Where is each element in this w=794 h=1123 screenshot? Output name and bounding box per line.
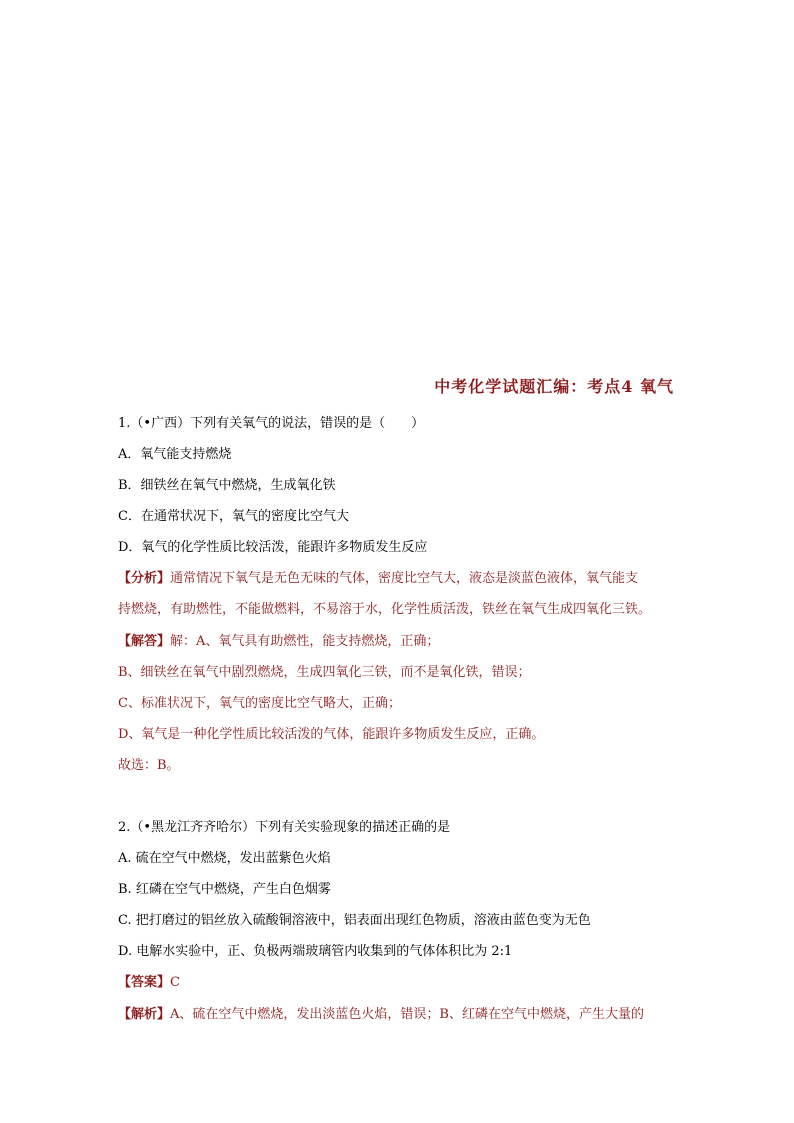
page-title: 中考化学试题汇编：考点4 氧气 [434, 377, 674, 396]
q1-answer-line2: B、细铁丝在氧气中剧烈燃烧，生成四氧化三铁，而不是氧化铁，错误； [118, 665, 531, 680]
q1-analysis-line2: 持燃烧，有助燃性，不能做燃料，不易溶于水，化学性质活泼，铁丝在氧气生成四氧化三铁。 [118, 602, 652, 617]
q1-choice: 故选：B。 [118, 758, 180, 773]
q1-option-d: D．氧气的化学性质比较活泼，能跟许多物质发生反应 [118, 540, 428, 555]
q2-key-line [118, 974, 180, 992]
q2-explain-label: 【解析】 [118, 1007, 171, 1022]
q1-stem: 1.（•广西）下列有关氧气的说法，错误的是（ ） [118, 416, 425, 431]
q1-answer-line3: C、标准状况下，氧气的密度比空气略大，正确； [118, 696, 401, 711]
q2-key-label: 【答案】 [118, 975, 171, 990]
q1-analysis-text1: 通常情况下氧气是无色无味的气体，密度比空气大，液态是淡蓝色液体，氧气能支 [170, 571, 639, 586]
q1-option-a: A．氧气能支持燃烧 [118, 447, 232, 462]
q2-option-c: C. 把打磨过的铝丝放入硫酸铜溶液中，铝表面出现红色物质，溶液由蓝色变为无色 [118, 913, 591, 928]
q1-answer-line4: D、氧气是一种化学性质比较活泼的气体，能跟许多物质发生反应，正确。 [118, 727, 545, 742]
q2-option-b: B. 红磷在空气中燃烧，产生白色烟雾 [118, 882, 331, 897]
q2-stem: 2.（•黑龙江齐齐哈尔）下列有关实验现象的描述正确的是 [118, 820, 451, 835]
q1-answer-label: 【解答】 [118, 634, 171, 649]
q1-analysis-label: 【分析】 [118, 571, 171, 586]
q1-answer-text1: 解：A、氧气具有助燃性，能支持燃烧，正确； [170, 634, 440, 649]
q1-answer-line1 [118, 633, 439, 651]
q1-analysis-line1 [118, 570, 638, 588]
q2-option-d: D. 电解水实验中，正、负极两端玻璃管内收集到的气体体积比为 2:1 [118, 944, 513, 959]
q2-option-a: A. 硫在空气中燃烧，发出蓝紫色火焰 [118, 851, 331, 866]
q2-explain-text: A、硫在空气中燃烧，发出淡蓝色火焰，错误；B、红磷在空气中燃烧，产生大量的 [170, 1007, 644, 1022]
q1-option-c: C．在通常状况下，氧气的密度比空气大 [118, 509, 349, 524]
q2-explain-line [118, 1006, 644, 1024]
q2-key-value: C [170, 975, 180, 990]
q1-option-b: B．细铁丝在氧气中燃烧，生成氧化铁 [118, 478, 336, 493]
